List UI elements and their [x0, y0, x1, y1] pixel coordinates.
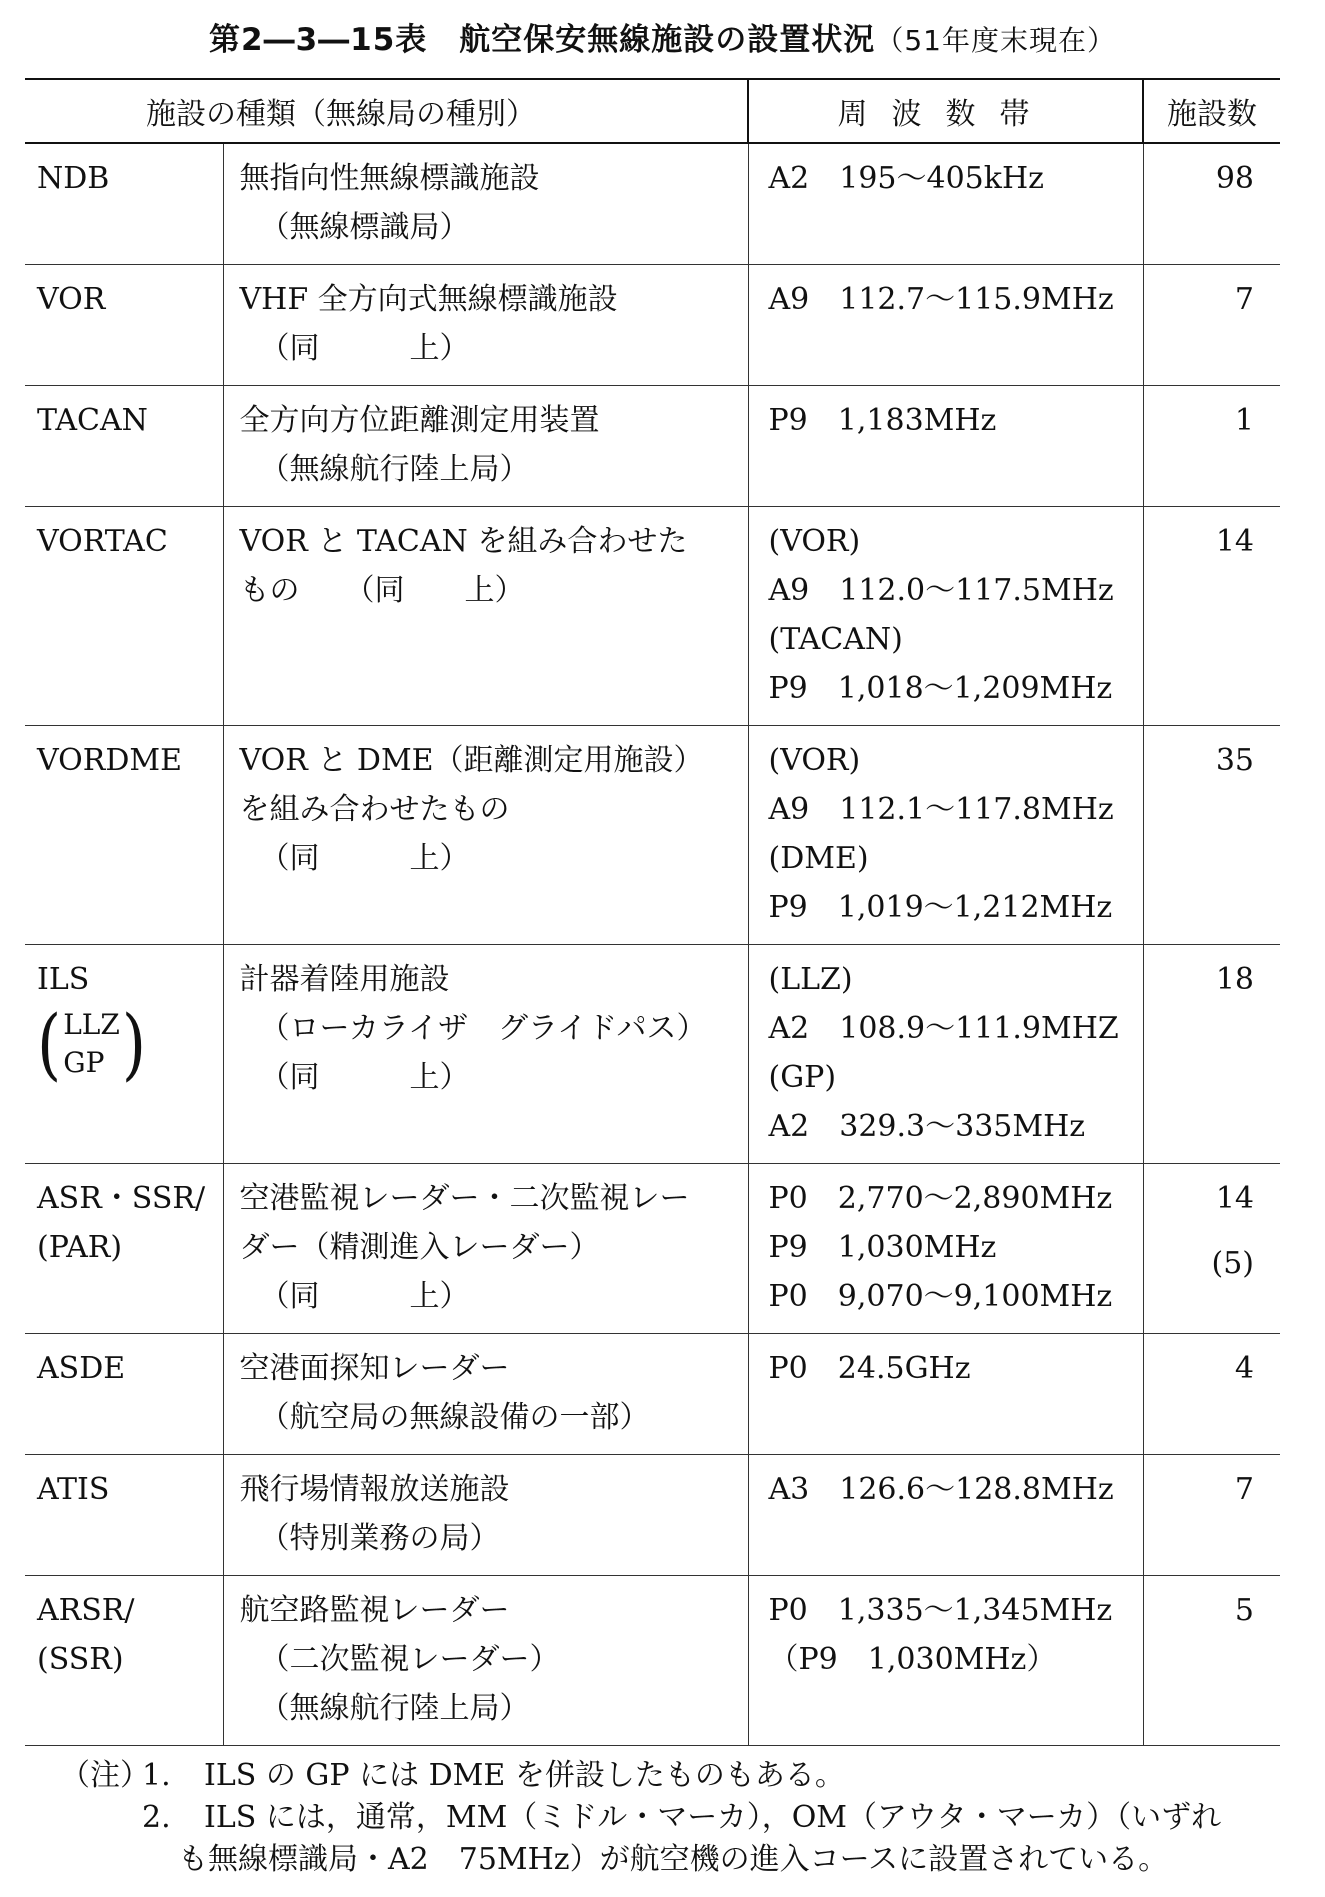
name-line: （同 上）	[259, 1060, 470, 1095]
facility-count	[1143, 1164, 1280, 1334]
facility-name	[223, 507, 748, 726]
frequency-line: (VOR)	[768, 743, 861, 778]
frequency-line: P9 1,018～1,209MHz	[768, 671, 1113, 706]
name-line: 空港面探知レーダー	[239, 1351, 510, 1386]
name-line: 無指向性無線標識施設	[239, 161, 540, 196]
table-row	[25, 507, 1280, 726]
abbr-sub-line: GP	[63, 1046, 105, 1079]
facility-name	[223, 265, 748, 386]
table-row	[25, 386, 1280, 507]
header-row	[25, 79, 1280, 143]
count-value: 18	[1215, 962, 1254, 997]
frequency-band	[748, 1576, 1143, 1746]
note-item	[60, 1797, 1300, 1839]
name-line: （同 上）	[259, 841, 470, 876]
table-body	[25, 143, 1280, 1746]
abbr-line: (SSR)	[37, 1642, 124, 1677]
frequency-line: (VOR)	[768, 524, 861, 559]
frequency-line: A2 108.9～111.9MHZ	[768, 1011, 1119, 1046]
abbr-line: VORDME	[37, 743, 182, 778]
facility-name	[223, 386, 748, 507]
name-line: 全方向方位距離測定用装置	[239, 403, 600, 438]
header-facility-type: 施設の種類（無線局の種別）	[25, 79, 748, 143]
table-row	[25, 265, 1280, 386]
facility-count	[1143, 1334, 1280, 1455]
facility-count	[1143, 143, 1280, 265]
table-row	[25, 1334, 1280, 1455]
frequency-line: （P9 1,030MHz）	[768, 1642, 1057, 1677]
facility-name	[223, 945, 748, 1164]
count-value: 7	[1234, 1472, 1254, 1507]
name-line: 航空路監視レーダー	[239, 1593, 510, 1628]
facility-abbreviation	[25, 143, 223, 265]
facility-abbreviation	[25, 726, 223, 945]
note-text: も無線標識局・A2 75MHz）が航空機の進入コースに設置されている。	[178, 1842, 1169, 1877]
frequency-line: (DME)	[768, 841, 869, 876]
table-row	[25, 945, 1280, 1164]
frequency-band	[748, 945, 1143, 1164]
frequency-line: A2 329.3～335MHz	[768, 1109, 1086, 1144]
facility-name	[223, 1455, 748, 1576]
abbr-line: VOR	[37, 282, 106, 317]
frequency-band	[748, 143, 1143, 265]
note-number: 1.	[142, 1758, 171, 1793]
count-value: 1	[1234, 403, 1254, 438]
name-line: （無線標識局）	[259, 210, 470, 245]
left-paren-glyph: (	[37, 997, 62, 1089]
notes-label: （注）	[60, 1758, 150, 1793]
frequency-line: P0 2,770～2,890MHz	[768, 1181, 1113, 1216]
facility-count	[1143, 1455, 1280, 1576]
facility-name	[223, 1576, 748, 1746]
name-line: もの （同 上）	[239, 573, 525, 608]
name-line: （同 上）	[259, 1279, 470, 1314]
count-value: 5	[1234, 1593, 1254, 1628]
frequency-line: A9 112.7～115.9MHz	[768, 282, 1114, 317]
note-number: 2.	[142, 1800, 171, 1835]
facility-abbreviation	[25, 265, 223, 386]
table-row	[25, 1164, 1280, 1334]
abbr-line: NDB	[37, 161, 110, 196]
facility-count	[1143, 386, 1280, 507]
abbr-line: VORTAC	[37, 524, 168, 559]
count-value: 98	[1215, 161, 1254, 196]
table-title-main: 第2―3―15表 航空保安無線施設の設置状況	[209, 22, 876, 58]
frequency-line: A9 112.0～117.5MHz	[768, 573, 1114, 608]
table-row	[25, 143, 1280, 265]
name-line: 飛行場情報放送施設	[239, 1472, 510, 1507]
facility-name	[223, 1164, 748, 1334]
name-line: VHF 全方向式無線標識施設	[239, 282, 618, 317]
notes-section	[60, 1755, 1300, 1881]
note-continuation	[60, 1839, 1300, 1881]
frequency-line: P0 24.5GHz	[768, 1351, 971, 1386]
name-line: VOR と DME（距離測定用施設）	[239, 743, 704, 778]
table-row	[25, 1455, 1280, 1576]
facility-name	[223, 143, 748, 265]
count-value: 35	[1215, 743, 1254, 778]
header-frequency-band: 周波数帯	[748, 79, 1143, 143]
facility-count	[1143, 1576, 1280, 1746]
frequency-line: A9 112.1～117.8MHz	[768, 792, 1114, 827]
abbr-sub-line: LLZ	[63, 1008, 120, 1041]
frequency-line: P9 1,183MHz	[768, 403, 997, 438]
right-paren-glyph: )	[121, 997, 147, 1089]
frequency-band	[748, 1334, 1143, 1455]
abbr-sub-group	[37, 997, 147, 1089]
facility-count	[1143, 945, 1280, 1164]
note-item	[60, 1755, 1300, 1797]
abbr-line: TACAN	[37, 403, 148, 438]
frequency-line: A3 126.6～128.8MHz	[768, 1472, 1114, 1507]
abbr-sub-stack	[61, 1006, 122, 1082]
frequency-line: P0 9,070～9,100MHz	[768, 1279, 1113, 1314]
facility-abbreviation	[25, 1164, 223, 1334]
name-line: VOR と TACAN を組み合わせた	[239, 524, 688, 559]
name-line: 計器着陸用施設	[239, 962, 450, 997]
table-title	[0, 14, 1325, 59]
frequency-line: P0 1,335～1,345MHz	[768, 1593, 1113, 1628]
frequency-band	[748, 507, 1143, 726]
facility-abbreviation	[25, 1334, 223, 1455]
frequency-band	[748, 386, 1143, 507]
facility-count	[1143, 507, 1280, 726]
name-line: （航空局の無線設備の一部）	[259, 1400, 650, 1435]
frequency-line: (LLZ)	[768, 962, 853, 997]
facility-count	[1143, 726, 1280, 945]
frequency-line: P9 1,030MHz	[768, 1230, 997, 1265]
count-value: 4	[1234, 1351, 1254, 1386]
note-text: ILS の GP には DME を併設したものもある。	[204, 1758, 845, 1793]
frequency-band	[748, 1164, 1143, 1334]
count-value: (5)	[1211, 1246, 1254, 1281]
frequency-line: P9 1,019～1,212MHz	[768, 890, 1113, 925]
frequency-band	[748, 1455, 1143, 1576]
facility-count	[1143, 265, 1280, 386]
abbr-line: (PAR)	[37, 1230, 123, 1265]
frequency-band	[748, 265, 1143, 386]
name-line: （無線航行陸上局）	[259, 452, 530, 487]
count-value: 14	[1215, 1181, 1254, 1216]
name-line: 空港監視レーダー・二次監視レー	[239, 1181, 690, 1216]
facility-abbreviation	[25, 1455, 223, 1576]
header-facility-count: 施設数	[1143, 79, 1280, 143]
facility-name	[223, 1334, 748, 1455]
name-line: （ローカライザ グライドパス）	[259, 1011, 707, 1046]
abbr-line: ARSR/	[37, 1593, 135, 1628]
frequency-band	[748, 726, 1143, 945]
facility-abbreviation	[25, 507, 223, 726]
note-text: ILS には，通常，MM（ミドル・マーカ），OM（アウタ・マーカ）（いずれ	[204, 1800, 1222, 1835]
abbr-line: ILS	[37, 962, 90, 997]
name-line: を組み合わせたもの	[239, 792, 510, 827]
facility-abbreviation	[25, 1576, 223, 1746]
name-line: （無線航行陸上局）	[259, 1691, 530, 1726]
facility-abbreviation	[25, 386, 223, 507]
facility-table	[25, 78, 1280, 1746]
table-title-date: （51年度末現在）	[875, 24, 1116, 57]
name-line: ダー（精測進入レーダー）	[239, 1230, 600, 1265]
frequency-line: (GP)	[768, 1060, 837, 1095]
name-line: （同 上）	[259, 331, 470, 366]
frequency-line: (TACAN)	[768, 622, 903, 657]
table-row	[25, 726, 1280, 945]
abbr-line: ASR・SSR/	[37, 1181, 206, 1216]
count-value: 7	[1234, 282, 1254, 317]
abbr-line: ASDE	[37, 1351, 126, 1386]
name-line: （特別業務の局）	[259, 1521, 500, 1556]
facility-abbreviation	[25, 945, 223, 1164]
name-line: （二次監視レーダー）	[259, 1642, 560, 1677]
facility-name	[223, 726, 748, 945]
table-row	[25, 1576, 1280, 1746]
frequency-line: A2 195～405kHz	[768, 161, 1044, 196]
abbr-line: ATIS	[37, 1472, 110, 1507]
count-value: 14	[1215, 524, 1254, 559]
